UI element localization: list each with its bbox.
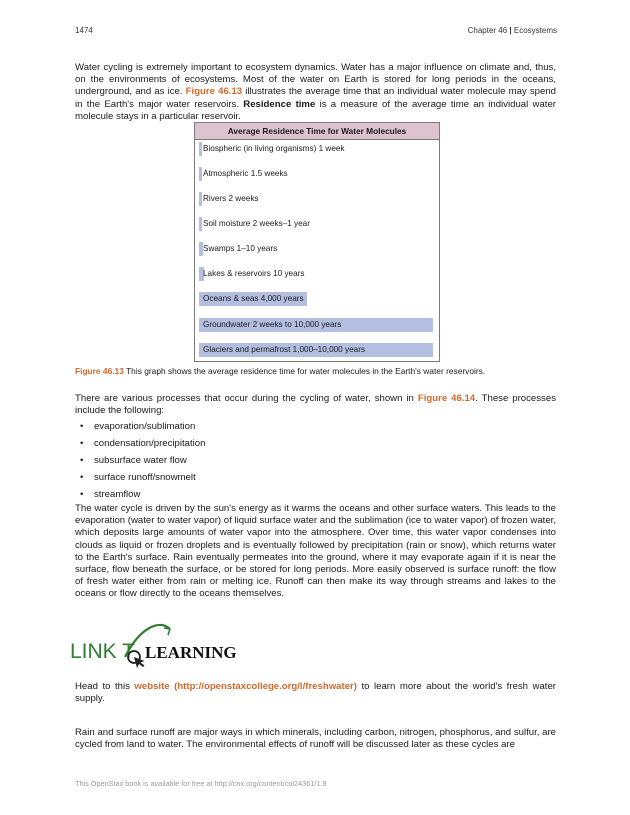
- intro-text-2: illustrates the average time that an individual water molecule may spend in the Earth's major water reservoirs.: [75, 86, 556, 110]
- figure-reference-link[interactable]: Figure 46.14: [417, 393, 476, 404]
- chapter-title: Ecosystems: [511, 26, 557, 35]
- figure-reference-link[interactable]: Figure 46.13: [185, 86, 243, 98]
- link-to-learning-text: [75, 681, 556, 705]
- logo-link-text: LINK T: [70, 640, 135, 663]
- logo-learning-text: LEARNING: [145, 643, 237, 662]
- figure-title: Average Residence Time for Water Molecules: [195, 123, 439, 140]
- intro-paragraph: [75, 62, 556, 123]
- chapter-separator: |: [509, 26, 512, 35]
- figure-row-label: Swamps 1–10 years: [203, 244, 278, 253]
- figure-row-label: Lakes & reservoirs 10 years: [203, 269, 305, 278]
- list-item: • surface runoff/snowmelt: [80, 469, 205, 486]
- caption-label: Figure 46.13: [75, 366, 124, 376]
- figure-bar: [199, 217, 202, 231]
- process-list: [80, 418, 205, 503]
- processes-text-1: There are various processes that occur during the cycling of water, shown in: [75, 393, 418, 404]
- intro-text-1: Water cycling is extremely important to ecosystem dynamics. Water has a major influence on climate and, thus, on the environments of ecosystems. Most of the water on Earth is stored for long periods in the oceans, underground, and as ice.: [75, 62, 556, 98]
- figure-row-label: Rivers 2 weeks: [203, 194, 259, 203]
- list-item: • subsurface water flow: [80, 452, 205, 469]
- caption-text: This graph shows the average residence time for water molecules in the Earth's water reservoirs.: [123, 366, 486, 376]
- list-item: • condensation/precipitation: [80, 435, 205, 452]
- processes-text-2: . These processes include the following:: [75, 393, 556, 417]
- figure-bar: [199, 167, 202, 181]
- list-item: • streamflow: [80, 486, 205, 503]
- list-item: • evaporation/sublimation: [80, 418, 205, 435]
- footer-text: This OpenStax book is available for free at http://cnx.org/content/col24361/1.8: [75, 779, 327, 788]
- freshwater-website-link[interactable]: website (http://openstaxcollege.org/l/freshwater): [134, 681, 357, 692]
- figure-bar: [199, 142, 202, 156]
- closing-paragraph: Rain and surface runoff are major ways in which minerals, including carbon, nitrogen, phosphorus, and sulfur, are cycled from land to water. The environmental effects of runoff will be discussed later as these cycles are: [75, 727, 556, 751]
- intro-text-3: is a measure of the average time an individual water molecule stays in a particular reservoir.: [75, 98, 556, 122]
- figure-row-label: Soil moisture 2 weeks–1 year: [203, 219, 310, 228]
- figure-row-label: Atmospheric 1.5 weeks: [203, 169, 288, 178]
- figure-row-label: Glaciers and permafrost 1,000–10,000 years: [203, 345, 366, 354]
- figure-bar: [199, 192, 202, 206]
- figure-row-label: Groundwater 2 weeks to 10,000 years: [203, 320, 342, 329]
- link-post-text: to learn more about the world's fresh water supply.: [75, 681, 556, 705]
- figure-caption: [75, 366, 485, 376]
- link-pre-text: Head to this: [75, 681, 135, 692]
- residence-time-figure: [194, 122, 440, 362]
- chapter-prefix: Chapter 46: [467, 26, 510, 35]
- water-cycle-paragraph: The water cycle is driven by the sun's energy as it warms the oceans and other surface waters. This leads to the evaporation (water to water vapor) of liquid surface water and the sublimation (ice to water vapor) of frozen water, which deposits large amounts of water vapor into the atmosphere. Over time, this water vapor condenses into clouds as liquid or frozen droplets and is eventually followed by precipitation (rain or snow), which returns water to the Earth's surface. Rain eventually permeates into the ground, where it may evaporate again if it is near the surface, flow beneath the surface, or be stored for long periods. More easily observed is surface runoff: the flow of fresh water either from rain or melting ice. Runoff can then make its way through streams and lakes to the oceans or flow directly to the oceans themselves.: [75, 503, 556, 600]
- processes-paragraph: [75, 393, 556, 417]
- logo-arrow: [164, 628, 170, 635]
- chapter-header: [468, 26, 557, 35]
- link-to-learning-logo: [70, 617, 250, 677]
- page-number: 1474: [75, 26, 93, 35]
- residence-time-term: Residence time: [243, 98, 316, 110]
- figure-row-label: Biospheric (in living organisms) 1 week: [203, 144, 345, 153]
- figure-row-label: Oceans & seas 4,000 years: [203, 294, 304, 303]
